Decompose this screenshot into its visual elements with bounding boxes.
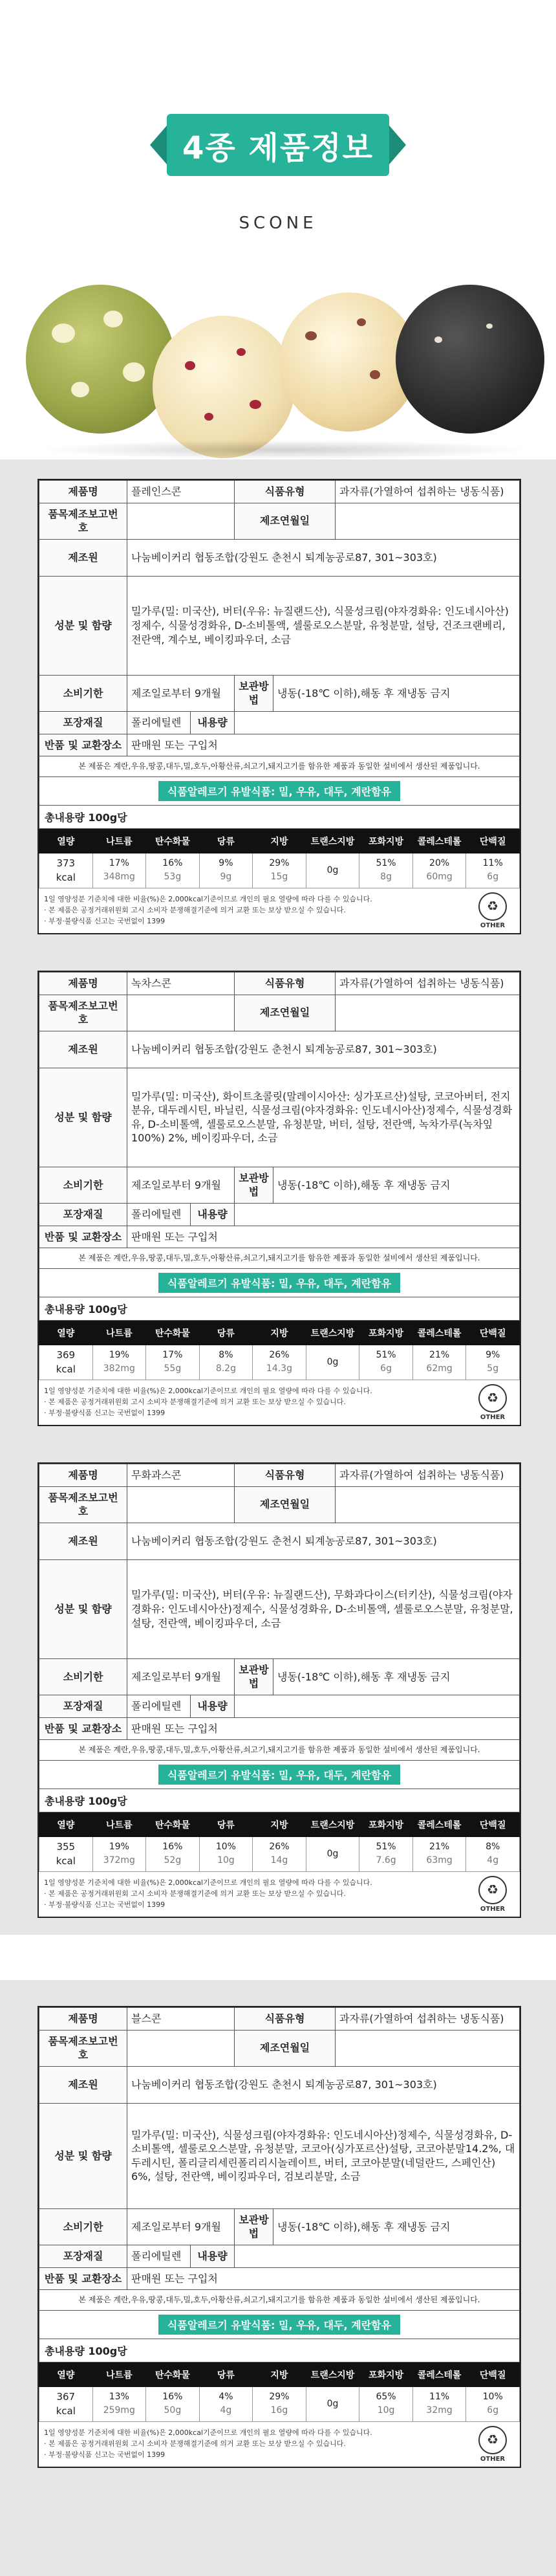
footnote: 1일 영양성분 기준치에 대한 비율(%)은 2,000kcal기준이므로 개인의 필요 열량에 따라 다를 수 있습니다. [44, 1386, 372, 1395]
footnote: · 본 제품은 공정거래위원회 고시 소비자 분쟁해결기준에 의거 교환 또는 보상 받으실 수 있습니다. [44, 1889, 346, 1898]
label-food-type: 식품유형 [235, 1464, 336, 1487]
recycle-mark: ♻ OTHER [475, 892, 511, 931]
return-place: 판매원 또는 구입처 [127, 2267, 520, 2290]
nutrition-cell: 21% 62mg [412, 1345, 466, 1380]
footnotes [39, 888, 520, 933]
label-manufacture-date: 제조연월일 [235, 2030, 336, 2066]
footnote: · 본 제품은 공정거래위원회 고시 소비자 분쟁해결기준에 의거 교환 또는 보상 받으실 수 있습니다. [44, 2439, 346, 2448]
label-content: 내용량 [191, 711, 235, 734]
label-manufacture-date: 제조연월일 [235, 995, 336, 1031]
label-ingredients: 성분 및 함량 [39, 1559, 127, 1658]
allergen-text: 식품알레르기 유발식품: 밀, 우유, 대두, 계란함유 [158, 1765, 400, 1785]
footnotes [39, 1872, 520, 1917]
nutrition-header: 탄수화물 [146, 829, 200, 853]
label-storage: 보관방법 [235, 1167, 273, 1203]
label-product-name: 제품명 [39, 973, 127, 995]
nutrition-cell: 0g [306, 1345, 359, 1380]
nutrition-cell: 16% 50g [146, 2386, 200, 2421]
label-expiry: 소비기한 [39, 1658, 127, 1695]
label-storage: 보관방법 [235, 675, 273, 711]
expiry: 제조일로부터 9개월 [127, 675, 235, 711]
manufacturer: 나눔베이커리 협동조합(강원도 춘천시 퇴계농공로87, 301~303호) [127, 539, 520, 576]
product-name: 플레인스콘 [127, 481, 235, 503]
label-manufacture-date: 제조연월일 [235, 503, 336, 539]
footnote: · 본 제품은 공정거래위원회 고시 소비자 분쟁해결기준에 의거 교환 또는 보상 받으실 수 있습니다. [44, 906, 346, 914]
facility-notice: 본 제품은 계란,우유,땅콩,대두,밀,호두,아황산류,쇠고기,돼지고기를 함유한 제품과 동일한 설비에서 생산된 제품입니다. [39, 2290, 520, 2311]
label-food-type: 식품유형 [235, 973, 336, 995]
nutrition-cell: 11% 32mg [412, 2386, 466, 2421]
label-manufacturer: 제조원 [39, 1031, 127, 1068]
nutrition-header: 탄수화물 [146, 1812, 200, 1836]
nutrition-cell: 8% 8.2g [199, 1345, 253, 1380]
nutrition-cell: 11% 6g [466, 853, 520, 888]
nutrition-cell: 26% 14.3g [253, 1345, 306, 1380]
report-no [127, 1486, 235, 1523]
packaging: 폴리에틸렌 [127, 711, 191, 734]
label-manufacturer: 제조원 [39, 1523, 127, 1559]
ingredients: 밀가루(밀: 미국산), 버터(우유: 뉴질랜드산), 무화과다이스(터키산), 식물성크림(야자경화유: 인도네시아산)정제수, 식물성경화유, D-소비톨액, 셀룰로오스분말, 유청분말, 설탕, 전란액, 베이킹파우더, 소금 [127, 1559, 520, 1658]
nutrition-header: 트랜스지방 [306, 829, 359, 853]
label-ingredients: 성분 및 함량 [39, 576, 127, 675]
label-manufacture-date: 제조연월일 [235, 1486, 336, 1523]
label-storage: 보관방법 [235, 2208, 273, 2245]
nutrition-cell: 13% 259mg [92, 2386, 146, 2421]
allergen-bar [39, 1761, 520, 1789]
return-place: 판매원 또는 구입처 [127, 1226, 520, 1248]
nutrition-cell: 0g [306, 2386, 359, 2421]
storage: 냉동(-18℃ 이하),해동 후 재냉동 금지 [273, 1167, 520, 1203]
nutrition-cell: 0g [306, 1836, 359, 1871]
scone-image-plain [153, 316, 295, 458]
label-manufacturer: 제조원 [39, 2066, 127, 2103]
nutrition-cell: 369 kcal [39, 1345, 93, 1380]
nutrition-cell: 8% 4g [466, 1836, 520, 1871]
report-no [127, 995, 235, 1031]
label-product-name: 제품명 [39, 2008, 127, 2031]
nutrition-header: 지방 [253, 1321, 306, 1345]
label-storage: 보관방법 [235, 1658, 273, 1695]
nutrition-cell: 10% 6g [466, 2386, 520, 2421]
label-food-type: 식품유형 [235, 2008, 336, 2031]
scone-shadow [39, 440, 530, 459]
manufacturer: 나눔베이커리 협동조합(강원도 춘천시 퇴계농공로87, 301~303호) [127, 2066, 520, 2103]
nutrition-cell: 16% 53g [146, 853, 200, 888]
food-type: 과자류(가열하여 섭취하는 냉동식품) [336, 2008, 520, 2031]
recycle-mark: ♻ OTHER [475, 1876, 511, 1915]
storage: 냉동(-18℃ 이하),해동 후 재냉동 금지 [273, 2208, 520, 2245]
nutrition-cell: 51% 8g [359, 853, 413, 888]
manufacture-date [336, 995, 520, 1031]
nutrition-header: 포화지방 [359, 1321, 413, 1345]
nutrition-cell: 9% 9g [199, 853, 253, 888]
ingredients: 밀가루(밀: 미국산), 화이트초콜릿(말레이시아산: 싱가포르산)설탕, 코코아버터, 전지분유, 대두레시틴, 바닐린, 식물성크림(야자경화유: 인도네시아산)정제수, 식물성경화유, D-소비톨액, 셀룰로오스분말, 유청분말, 버터, 설탕, 전란액, 녹차가루(녹차잎100%) 2%, 베이킹파우더, 소금 [127, 1068, 520, 1167]
footnote: 1일 영양성분 기준치에 대한 비율(%)은 2,000kcal기준이므로 개인의 필요 열량에 따라 다를 수 있습니다. [44, 1878, 372, 1887]
allergen-text: 식품알레르기 유발식품: 밀, 우유, 대두, 계란함유 [158, 781, 400, 801]
label-report-no: 품목제조보고번호 [39, 995, 127, 1031]
label-ingredients: 성분 및 함량 [39, 1068, 127, 1167]
footnote: · 부정·불량식품 신고는 국번없이 1399 [44, 2450, 166, 2460]
nutrition-cell: 355 kcal [39, 1836, 93, 1871]
report-no [127, 503, 235, 539]
nutrition-cell: 10% 10g [199, 1836, 253, 1871]
recycle-icon: ♻ [478, 892, 507, 921]
nutrition-table [39, 829, 520, 888]
label-product-name: 제품명 [39, 481, 127, 503]
return-place: 판매원 또는 구입처 [127, 1717, 520, 1740]
nutrition-cell: 9% 5g [466, 1345, 520, 1380]
nutrition-header: 지방 [253, 1812, 306, 1836]
manufacturer: 나눔베이커리 협동조합(강원도 춘천시 퇴계농공로87, 301~303호) [127, 1031, 520, 1068]
label-return: 반품 및 교환장소 [39, 1717, 127, 1740]
nutrition-header: 탄수화물 [146, 2362, 200, 2386]
product-card-3 [37, 1462, 521, 1918]
nutrition-header: 당류 [199, 2362, 253, 2386]
allergen-text: 식품알레르기 유발식품: 밀, 우유, 대두, 계란함유 [158, 1273, 400, 1293]
product-name: 녹차스콘 [127, 973, 235, 995]
nutrition-cell: 29% 16g [253, 2386, 306, 2421]
label-content: 내용량 [191, 2245, 235, 2267]
label-expiry: 소비기한 [39, 1167, 127, 1203]
nutrition-table [39, 1812, 520, 1872]
allergen-bar [39, 2311, 520, 2339]
nutrition-header: 지방 [253, 2362, 306, 2386]
nutrition-header: 단백질 [466, 1321, 520, 1345]
nutrition-cell: 373 kcal [39, 853, 93, 888]
product-name: 블스콘 [127, 2008, 235, 2031]
footnote: · 본 제품은 공정거래위원회 고시 소비자 분쟁해결기준에 의거 교환 또는 보상 받으실 수 있습니다. [44, 1398, 346, 1406]
label-report-no: 품목제조보고번호 [39, 2030, 127, 2066]
nutrition-header: 콜레스테롤 [412, 1812, 466, 1836]
nutrition-header: 당류 [199, 829, 253, 853]
content [235, 1695, 520, 1717]
nutrition-cell: 19% 372mg [92, 1836, 146, 1871]
footnotes [39, 2422, 520, 2467]
nutrition-header: 당류 [199, 1812, 253, 1836]
content [235, 711, 520, 734]
nutrition-header: 나트륨 [92, 1321, 146, 1345]
nutrition-header: 트랜스지방 [306, 2362, 359, 2386]
label-packaging: 포장재질 [39, 711, 127, 734]
facility-notice: 본 제품은 계란,우유,땅콩,대두,밀,호두,아황산류,쇠고기,돼지고기를 함유한 제품과 동일한 설비에서 생산된 제품입니다. [39, 756, 520, 777]
manufacture-date [336, 2030, 520, 2066]
packaging: 폴리에틸렌 [127, 2245, 191, 2267]
content [235, 2245, 520, 2267]
footnote: 1일 영양성분 기준치에 대한 비율(%)은 2,000kcal기준이므로 개인의 필요 열량에 따라 다를 수 있습니다. [44, 894, 372, 903]
footnotes [39, 1380, 520, 1425]
facility-notice: 본 제품은 계란,우유,땅콩,대두,밀,호두,아황산류,쇠고기,돼지고기를 함유한 제품과 동일한 설비에서 생산된 제품입니다. [39, 1248, 520, 1269]
product-card-4 [37, 2006, 521, 2468]
nutrition-header: 트랜스지방 [306, 1812, 359, 1836]
ingredients: 밀가루(밀: 미국산), 식물성크림(야자경화유: 인도네시아산)정제수, 식물성경화유, D-소비톨액, 셀룰로오스분말, 유청분말, 코코아(싱가포르산)설탕, 코코아분말14.2%, 대두레시틴, 폴리글리세린폴리리시놀레이트, 버터, 코코아분말(네덜란드, 스페인산) 6%, 설탕, 전란액, 베이킹파우더, 검보리분말, 소금 [127, 2103, 520, 2208]
label-content: 내용량 [191, 1695, 235, 1717]
nutrition-title: 총내용량 100g당 [39, 2339, 520, 2362]
return-place: 판매원 또는 구입처 [127, 734, 520, 756]
nutrition-cell: 17% 348mg [92, 853, 146, 888]
product-card-1 [37, 479, 521, 934]
nutrition-header: 열량 [39, 829, 93, 853]
label-return: 반품 및 교환장소 [39, 2267, 127, 2290]
food-type: 과자류(가열하여 섭취하는 냉동식품) [336, 973, 520, 995]
storage: 냉동(-18℃ 이하),해동 후 재냉동 금지 [273, 1658, 520, 1695]
nutrition-title: 총내용량 100g당 [39, 806, 520, 829]
product-name: 무화과스콘 [127, 1464, 235, 1487]
manufacture-date [336, 1486, 520, 1523]
nutrition-header: 탄수화물 [146, 1321, 200, 1345]
nutrition-header: 단백질 [466, 2362, 520, 2386]
recycle-mark: ♻ OTHER [475, 1384, 511, 1423]
manufacture-date [336, 503, 520, 539]
nutrition-header: 포화지방 [359, 829, 413, 853]
nutrition-header: 트랜스지방 [306, 1321, 359, 1345]
footnote: 1일 영양성분 기준치에 대한 비율(%)은 2,000kcal기준이므로 개인의 필요 열량에 따라 다를 수 있습니다. [44, 2428, 372, 2437]
nutrition-header: 당류 [199, 1321, 253, 1345]
nutrition-cell: 65% 10g [359, 2386, 413, 2421]
label-packaging: 포장재질 [39, 1203, 127, 1226]
label-ingredients: 성분 및 함량 [39, 2103, 127, 2208]
label-product-name: 제품명 [39, 1464, 127, 1487]
footnote: · 부정·불량식품 신고는 국번없이 1399 [44, 1409, 166, 1418]
nutrition-header: 콜레스테롤 [412, 829, 466, 853]
nutrition-header: 단백질 [466, 829, 520, 853]
recycle-icon: ♻ [478, 2426, 507, 2454]
label-packaging: 포장재질 [39, 2245, 127, 2267]
nutrition-cell: 51% 7.6g [359, 1836, 413, 1871]
food-type: 과자류(가열하여 섭취하는 냉동식품) [336, 481, 520, 503]
manufacturer: 나눔베이커리 협동조합(강원도 춘천시 퇴계농공로87, 301~303호) [127, 1523, 520, 1559]
nutrition-title: 총내용량 100g당 [39, 1789, 520, 1812]
nutrition-header: 나트륨 [92, 2362, 146, 2386]
nutrition-cell: 17% 55g [146, 1345, 200, 1380]
label-expiry: 소비기한 [39, 675, 127, 711]
page-title: 4종 제품정보 [167, 114, 389, 176]
nutrition-cell: 21% 63mg [412, 1836, 466, 1871]
label-manufacturer: 제조원 [39, 539, 127, 576]
nutrition-header: 열량 [39, 1321, 93, 1345]
label-content: 내용량 [191, 1203, 235, 1226]
expiry: 제조일로부터 9개월 [127, 2208, 235, 2245]
nutrition-header: 열량 [39, 2362, 93, 2386]
nutrition-header: 포화지방 [359, 2362, 413, 2386]
product-panel-3 [0, 1443, 556, 1935]
allergen-bar [39, 777, 520, 806]
nutrition-cell: 26% 14g [253, 1836, 306, 1871]
label-return: 반품 및 교환장소 [39, 734, 127, 756]
expiry: 제조일로부터 9개월 [127, 1658, 235, 1695]
footnote: · 부정·불량식품 신고는 국번없이 1399 [44, 1900, 166, 1910]
nutrition-title: 총내용량 100g당 [39, 1297, 520, 1321]
header-section [0, 0, 556, 453]
scone-image-greentea [26, 285, 175, 434]
nutrition-header: 콜레스테롤 [412, 2362, 466, 2386]
nutrition-cell: 29% 15g [253, 853, 306, 888]
footnote: · 부정·불량식품 신고는 국번없이 1399 [44, 917, 166, 926]
recycle-mark: ♻ OTHER [475, 2426, 511, 2465]
scone-image-black [396, 285, 544, 434]
ingredients: 밀가루(밀: 미국산), 버터(우유: 뉴질랜드산), 식물성크림(야자경화유: 인도네시아산)정제수, 식물성경화유, D-소비톨액, 셀룰로오스분말, 유청분말, 설탕, 건조크랜베리, 전란액, 계수보, 베이킹파우더, 소금 [127, 576, 520, 675]
packaging: 폴리에틸렌 [127, 1203, 191, 1226]
nutrition-header: 콜레스테롤 [412, 1321, 466, 1345]
product-card-2 [37, 971, 521, 1426]
content [235, 1203, 520, 1226]
page-subtitle: SCONE [239, 214, 317, 233]
nutrition-header: 단백질 [466, 1812, 520, 1836]
allergen-bar [39, 1269, 520, 1297]
report-no [127, 2030, 235, 2066]
nutrition-cell: 367 kcal [39, 2386, 93, 2421]
nutrition-cell: 0g [306, 853, 359, 888]
label-report-no: 품목제조보고번호 [39, 1486, 127, 1523]
label-return: 반품 및 교환장소 [39, 1226, 127, 1248]
facility-notice: 본 제품은 계란,우유,땅콩,대두,밀,호두,아황산류,쇠고기,돼지고기를 함유한 제품과 동일한 설비에서 생산된 제품입니다. [39, 1740, 520, 1761]
food-type: 과자류(가열하여 섭취하는 냉동식품) [336, 1464, 520, 1487]
expiry: 제조일로부터 9개월 [127, 1167, 235, 1203]
label-food-type: 식품유형 [235, 481, 336, 503]
nutrition-header: 지방 [253, 829, 306, 853]
product-panel-4 [0, 1980, 556, 2576]
allergen-text: 식품알레르기 유발식품: 밀, 우유, 대두, 계란함유 [158, 2315, 400, 2335]
nutrition-cell: 19% 382mg [92, 1345, 146, 1380]
recycle-icon: ♻ [478, 1876, 507, 1904]
nutrition-header: 포화지방 [359, 1812, 413, 1836]
nutrition-header: 나트륨 [92, 829, 146, 853]
nutrition-table [39, 1321, 520, 1380]
nutrition-cell: 16% 52g [146, 1836, 200, 1871]
nutrition-table [39, 2362, 520, 2422]
packaging: 폴리에틸렌 [127, 1695, 191, 1717]
product-panel-2 [0, 951, 556, 1443]
label-expiry: 소비기한 [39, 2208, 127, 2245]
label-report-no: 품목제조보고번호 [39, 503, 127, 539]
nutrition-header: 열량 [39, 1812, 93, 1836]
storage: 냉동(-18℃ 이하),해동 후 재냉동 금지 [273, 675, 520, 711]
nutrition-cell: 20% 60mg [412, 853, 466, 888]
nutrition-cell: 4% 4g [199, 2386, 253, 2421]
nutrition-header: 나트륨 [92, 1812, 146, 1836]
label-packaging: 포장재질 [39, 1695, 127, 1717]
nutrition-cell: 51% 6g [359, 1345, 413, 1380]
product-panel-1 [0, 459, 556, 951]
recycle-icon: ♻ [478, 1384, 507, 1413]
